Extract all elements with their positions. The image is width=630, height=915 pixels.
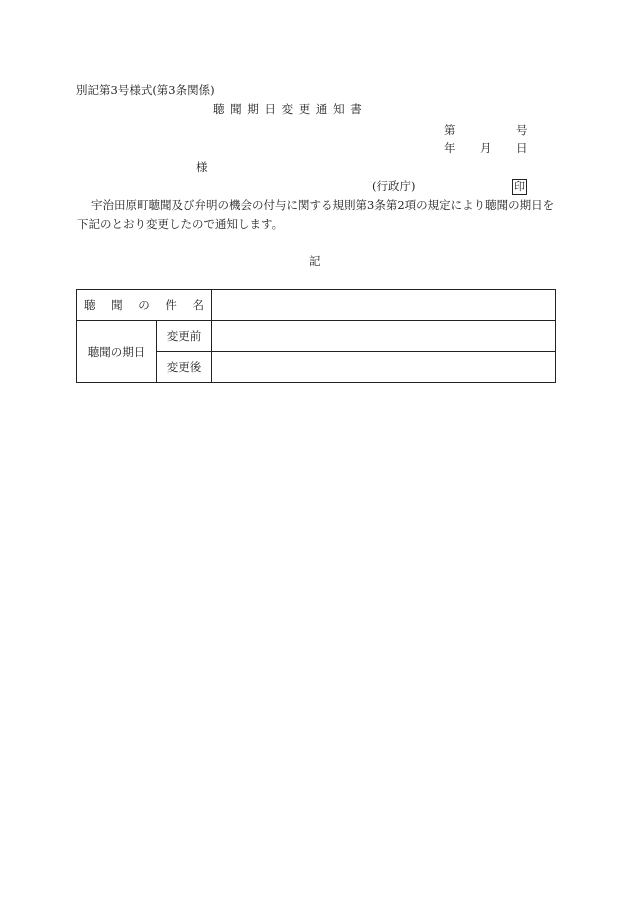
hearing-date-label: 聴聞の期日	[77, 321, 157, 383]
number-prefix: 第	[444, 123, 456, 137]
number-suffix: 号	[516, 123, 528, 137]
table-row	[77, 290, 556, 321]
date-month: 月	[480, 141, 492, 155]
body-paragraph-text: 宇治田原町聴聞及び弁明の機会の付与に関する規則第3条第2項の規定により聴聞の期日を下記のとおり変更したので通知します。	[77, 198, 555, 231]
before-change-field[interactable]	[212, 321, 556, 352]
form-reference: 別記第3号様式(第3条関係)	[76, 83, 215, 97]
seal-text: 印	[514, 180, 525, 193]
document-title: 聴 聞 期 日 変 更 通 知 書	[213, 102, 363, 116]
agency-label: (行政庁)	[372, 179, 416, 193]
body-paragraph	[77, 196, 557, 234]
note-heading: 記	[309, 254, 321, 268]
hearing-subject-label: 聴 聞 の 件 名	[77, 290, 212, 321]
after-change-field[interactable]	[212, 352, 556, 383]
date-year: 年	[444, 141, 456, 155]
addressee-suffix: 様	[196, 160, 208, 174]
before-change-label: 変更前	[157, 321, 212, 352]
after-change-label: 変更後	[157, 352, 212, 383]
hearing-subject-field[interactable]	[212, 290, 556, 321]
table-row	[77, 321, 556, 352]
seal-mark	[512, 179, 527, 195]
hearing-change-table	[76, 289, 556, 383]
date-day: 日	[516, 141, 528, 155]
